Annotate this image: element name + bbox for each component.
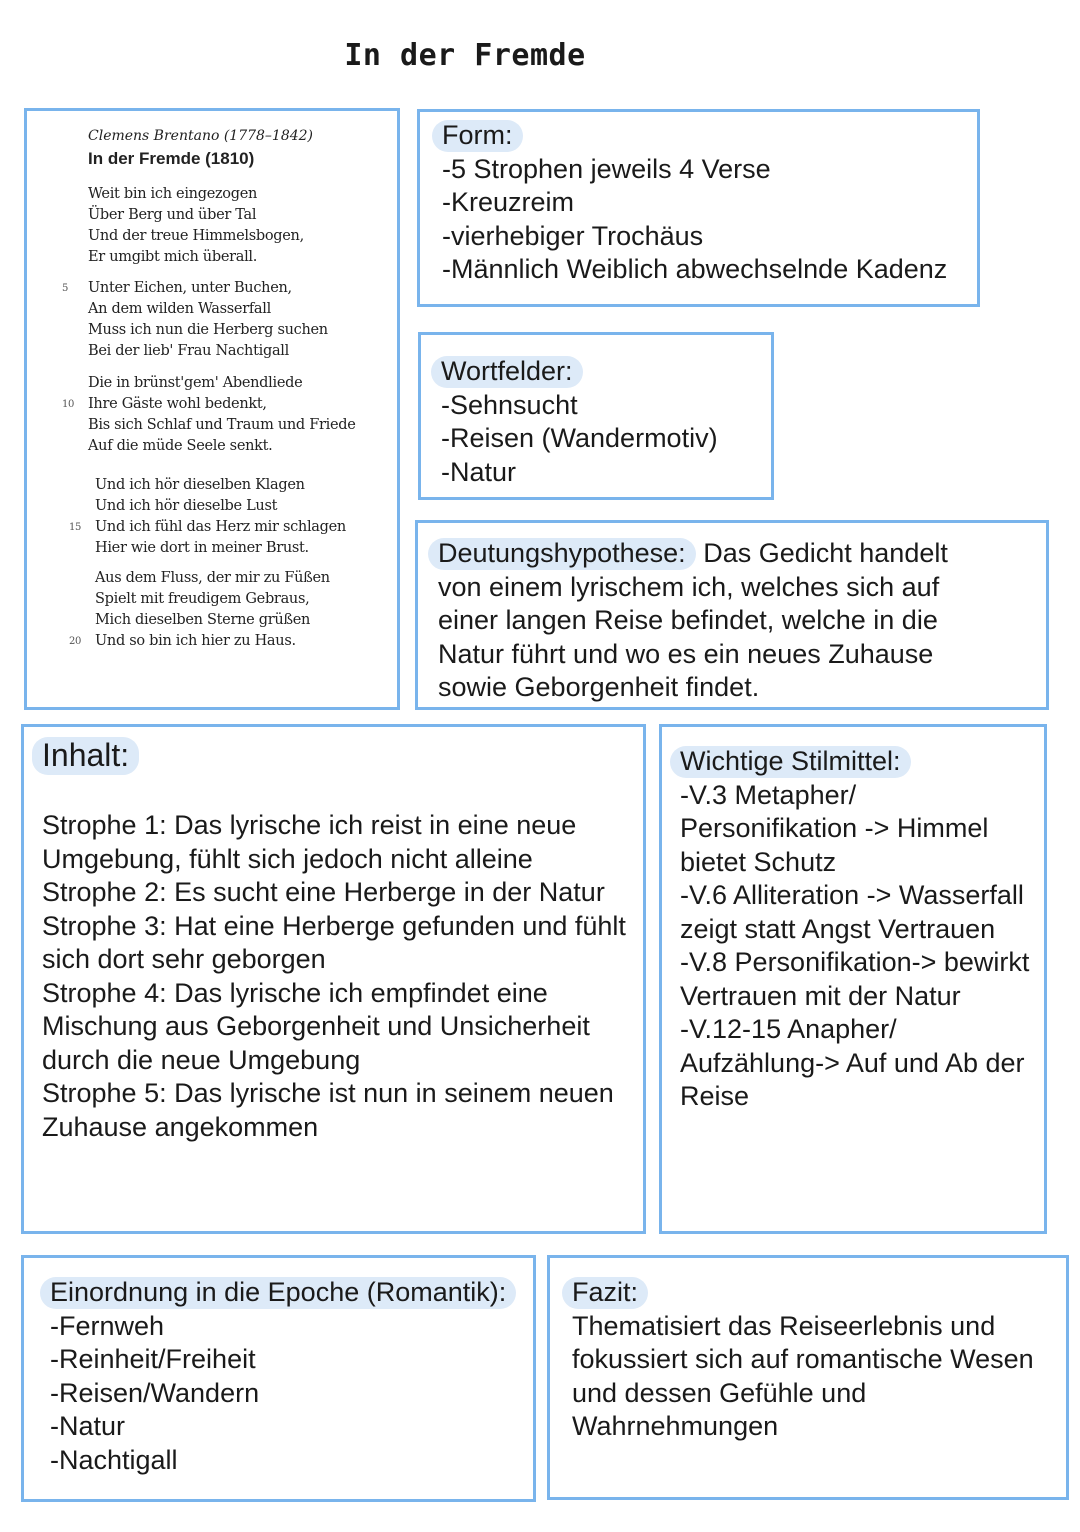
form-item: -vierhebiger Trochäus	[442, 220, 704, 251]
epoche-item: -Fernweh	[50, 1310, 165, 1341]
epoche-item: -Natur	[50, 1411, 126, 1441]
poem-line	[69, 517, 346, 538]
inhalt-item: Strophe 3: Hat eine Herberge gefunden und fühlt sich dort sehr geborgen	[42, 910, 626, 974]
verse-text: Und ich hör dieselben Klagen	[95, 477, 305, 493]
poem-line	[88, 415, 356, 436]
wortfelder-item: -Reisen (Wandermotiv)	[441, 423, 718, 453]
poem-line	[95, 568, 330, 589]
verse-text: Auf die müde Seele senkt.	[88, 438, 273, 454]
poem-line	[88, 373, 356, 394]
epoche-item: -Reisen/Wandern	[50, 1377, 260, 1408]
poem-line	[95, 475, 346, 496]
poem-line	[95, 589, 330, 610]
wortfelder-box	[418, 332, 774, 500]
verse-text: Er umgibt mich überall.	[88, 249, 258, 265]
poem-line	[88, 341, 328, 362]
stilmittel-box	[659, 724, 1047, 1234]
wortfelder-heading: Wortfelder:	[431, 356, 583, 388]
fazit-box	[547, 1255, 1069, 1500]
deutung-heading: Deutungshypothese:	[428, 538, 696, 570]
poem-line	[69, 631, 330, 652]
form-box	[417, 109, 980, 307]
deutung-text: Das Gedicht handelt von einem lyrischem ich, welches sich auf einer langen Reise befindet, welche in die Natur führt und wo es ein neues Zuhause sowie Geborgenheit findet.	[438, 538, 948, 702]
verse-text: Ihre Gäste wohl bedenkt,	[88, 396, 267, 412]
poem-line	[95, 496, 346, 517]
poem-stanza-1	[88, 184, 304, 268]
wortfelder-item: -Sehnsucht	[441, 389, 578, 420]
verse-text: Und so bin ich hier zu Haus.	[95, 633, 296, 649]
stilmittel-item: -V.12-15 Anapher/ Aufzählung-> Auf und Ab der Reise	[680, 1014, 1025, 1111]
poem-line	[88, 205, 304, 226]
verse-text: Muss ich nun die Herberg suchen	[88, 322, 328, 338]
poem-line	[62, 394, 356, 415]
form-item: -5 Strophen jeweils 4 Verse	[442, 153, 771, 184]
poem-stanza-5	[69, 568, 330, 652]
verse-number: 15	[69, 522, 82, 533]
deutung-box	[415, 520, 1049, 710]
verse-text: Bis sich Schlaf und Traum und Friede	[88, 417, 356, 433]
fazit-heading: Fazit:	[562, 1277, 648, 1309]
stilmittel-heading: Wichtige Stilmittel:	[670, 746, 911, 778]
verse-text: Unter Eichen, unter Buchen,	[88, 280, 292, 296]
poem-author: Clemens Brentano (1778–1842)	[88, 128, 314, 144]
poem-line	[88, 184, 304, 205]
epoche-box	[21, 1255, 536, 1502]
verse-number: 5	[62, 283, 69, 294]
poem-line	[88, 299, 328, 320]
poem-line	[88, 226, 304, 247]
fazit-text: Thematisiert das Reiseerlebnis und fokussiert sich auf romantische Wesen und dessen Gefühle und Wahrnehmungen	[572, 1310, 1034, 1441]
verse-number: 10	[62, 399, 75, 410]
poem-box	[24, 108, 400, 710]
poem-line	[95, 610, 330, 631]
verse-number: 20	[69, 636, 82, 647]
inhalt-item: Strophe 1: Das lyrische ich reist in eine neue Umgebung, fühlt sich jedoch nicht alleine	[42, 810, 577, 874]
verse-text: Hier wie dort in meiner Brust.	[95, 540, 309, 556]
inhalt-heading: Inhalt:	[32, 737, 139, 775]
poem-line	[88, 436, 356, 457]
verse-text: Die in brünst'gem' Abendliede	[88, 375, 303, 391]
verse-text: Und der treue Himmelsbogen,	[88, 228, 304, 244]
wortfelder-item: -Natur	[441, 456, 517, 487]
verse-text: Über Berg und über Tal	[88, 207, 257, 223]
stilmittel-item: -V.3 Metapher/ Personifikation -> Himmel bietet Schutz	[680, 779, 989, 877]
poem-line	[62, 278, 328, 299]
form-heading: Form:	[432, 120, 523, 152]
epoche-item: -Nachtigall	[50, 1444, 178, 1475]
verse-text: Spielt mit freudigem Gebraus,	[95, 591, 310, 607]
inhalt-item: Strophe 2: Es sucht eine Herberge in der Natur	[42, 877, 605, 907]
epoche-item: -Reinheit/Freiheit	[50, 1344, 256, 1374]
form-item: -Kreuzreim	[442, 187, 575, 217]
verse-text: Weit bin ich eingezogen	[88, 186, 258, 202]
poem-line	[95, 538, 346, 559]
verse-text: An dem wilden Wasserfall	[88, 301, 271, 317]
inhalt-box	[21, 724, 646, 1234]
verse-text: Und ich fühl das Herz mir schlagen	[95, 519, 346, 535]
poem-stanza-4	[69, 475, 346, 559]
poem-stanza-3	[62, 373, 356, 457]
form-item: -Männlich Weiblich abwechselnde Kadenz	[442, 254, 948, 284]
inhalt-item: Strophe 4: Das lyrische ich empfindet eine Mischung aus Geborgenheit und Unsicherheit durch die neue Umgebung	[42, 977, 590, 1075]
verse-text: Und ich hör dieselbe Lust	[95, 498, 278, 514]
inhalt-item: Strophe 5: Das lyrische ist nun in seinem neuen Zuhause angekommen	[42, 1078, 614, 1142]
stilmittel-item: -V.6 Alliteration -> Wasserfall zeigt statt Angst Vertrauen	[680, 880, 1024, 944]
poem-stanza-2	[62, 278, 328, 362]
epoche-heading: Einordnung in die Epoche (Romantik):	[40, 1277, 516, 1309]
stilmittel-item: -V.8 Personifikation-> bewirkt Vertrauen mit der Natur	[680, 947, 1030, 1011]
page-title: In der Fremde	[344, 38, 586, 73]
verse-text: Bei der lieb' Frau Nachtigall	[88, 343, 289, 359]
poem-line	[88, 247, 304, 268]
poem-line	[88, 320, 328, 341]
verse-text: Mich dieselben Sterne grüßen	[95, 612, 311, 628]
poem-title: In der Fremde (1810)	[88, 149, 255, 168]
verse-text: Aus dem Fluss, der mir zu Füßen	[95, 570, 330, 586]
